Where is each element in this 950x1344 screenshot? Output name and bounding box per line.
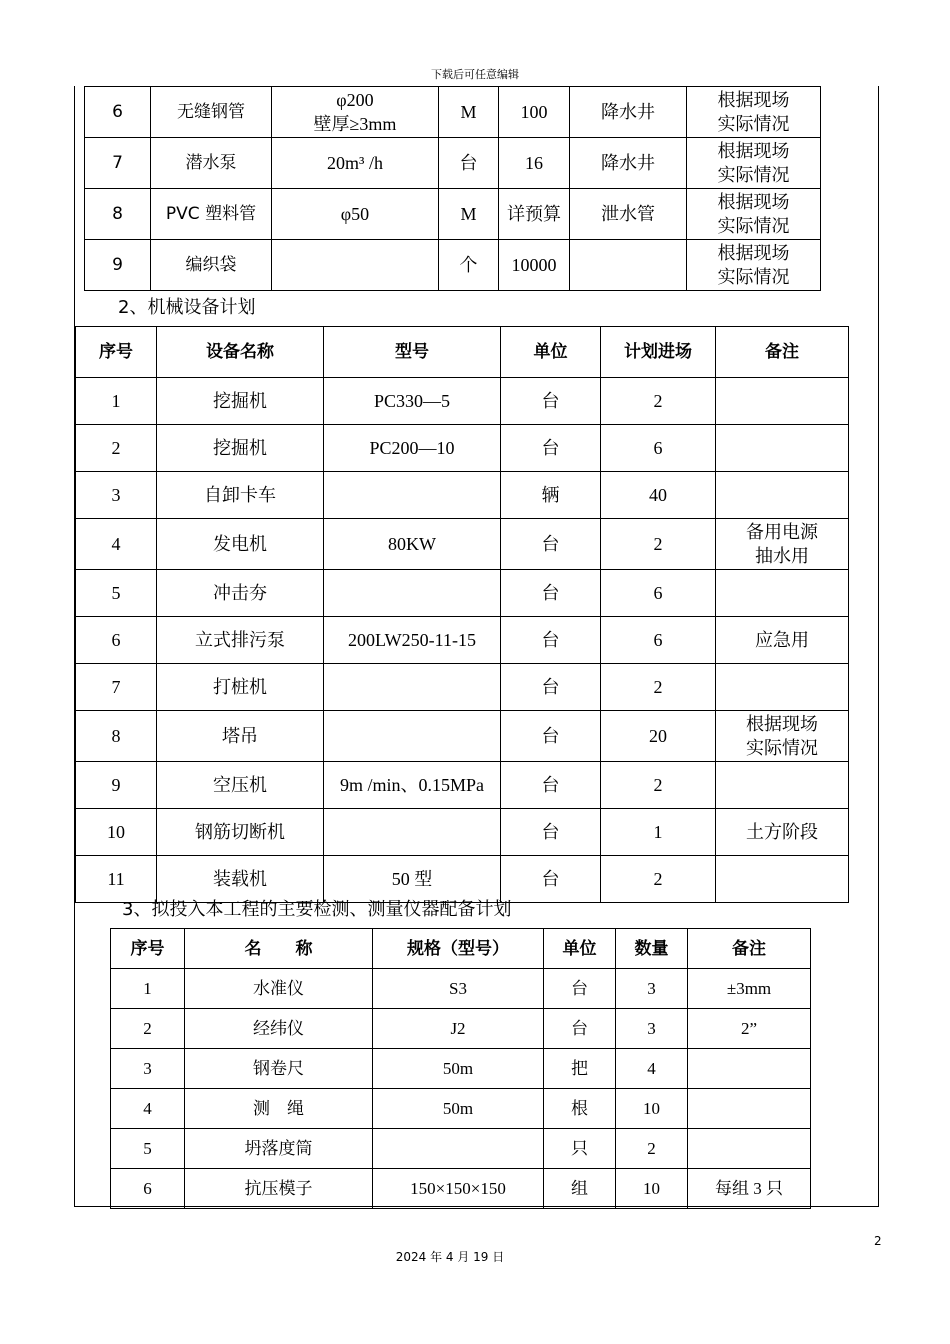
equipment-unit: 台 xyxy=(501,856,601,903)
equipment-model: 80KW xyxy=(324,519,501,570)
material-name: 编织袋 xyxy=(151,240,272,291)
table-row xyxy=(76,472,849,519)
instrument-name: 抗压模子 xyxy=(185,1169,373,1209)
material-unit: M xyxy=(439,189,499,240)
table-row xyxy=(111,969,811,1009)
equipment-remark xyxy=(716,711,849,762)
equipment-remark xyxy=(716,519,849,570)
material-remark-line1: 根据现场 xyxy=(717,192,790,212)
instrument-unit: 台 xyxy=(544,969,616,1009)
equipment-name: 打桩机 xyxy=(157,664,324,711)
equipment-remark: 应急用 xyxy=(716,617,849,664)
equipment-header-remark: 备注 xyxy=(716,327,849,378)
section-3-title: 3、拟投入本工程的主要检测、测量仪器配备计划 xyxy=(122,899,512,920)
instrument-qty: 10 xyxy=(616,1169,688,1209)
instrument-spec: S3 xyxy=(373,969,544,1009)
table-row xyxy=(76,617,849,664)
material-no: 6 xyxy=(85,87,151,138)
instrument-spec: J2 xyxy=(373,1009,544,1049)
equipment-name: 发电机 xyxy=(157,519,324,570)
page-header-note: 下载后可任意编辑 xyxy=(431,68,519,81)
instruments-header-qty: 数量 xyxy=(616,929,688,969)
equipment-remark xyxy=(716,425,849,472)
equipment-name: 自卸卡车 xyxy=(157,472,324,519)
equipment-plan: 2 xyxy=(601,378,716,425)
equipment-unit: 台 xyxy=(501,809,601,856)
instrument-qty: 4 xyxy=(616,1049,688,1089)
instrument-unit: 只 xyxy=(544,1129,616,1169)
equipment-no: 10 xyxy=(76,809,157,856)
equipment-unit: 台 xyxy=(501,378,601,425)
equipment-remark-line2: 实际情况 xyxy=(746,738,818,758)
equipment-remark-line1: 根据现场 xyxy=(746,714,818,734)
instrument-remark: ±3mm xyxy=(688,969,811,1009)
equipment-remark xyxy=(716,664,849,711)
materials-table xyxy=(84,86,821,291)
equipment-model xyxy=(324,664,501,711)
equipment-remark xyxy=(716,472,849,519)
equipment-remark: 土方阶段 xyxy=(716,809,849,856)
instrument-spec: 150×150×150 xyxy=(373,1169,544,1209)
equipment-plan: 2 xyxy=(601,856,716,903)
equipment-table xyxy=(75,326,849,903)
table-row xyxy=(85,138,821,189)
table-row xyxy=(85,189,821,240)
equipment-unit: 台 xyxy=(501,762,601,809)
table-row xyxy=(85,87,821,138)
equipment-remark-line1: 备用电源 xyxy=(746,522,818,542)
table-row xyxy=(76,378,849,425)
equipment-plan: 6 xyxy=(601,617,716,664)
material-name: 无缝钢管 xyxy=(151,87,272,138)
instrument-unit: 组 xyxy=(544,1169,616,1209)
material-remark-line2: 实际情况 xyxy=(717,267,790,287)
equipment-model: PC330—5 xyxy=(324,378,501,425)
material-spec: φ50 xyxy=(272,189,439,240)
equipment-name: 立式排污泵 xyxy=(157,617,324,664)
material-remark-line2: 实际情况 xyxy=(717,216,790,236)
material-no: 9 xyxy=(85,240,151,291)
instrument-name: 坍落度筒 xyxy=(185,1129,373,1169)
equipment-name: 装载机 xyxy=(157,856,324,903)
instrument-no: 6 xyxy=(111,1169,185,1209)
instrument-remark: 每组 3 只 xyxy=(688,1169,811,1209)
table-row xyxy=(76,664,849,711)
equipment-remark-line2: 抽水用 xyxy=(755,546,809,566)
equipment-plan: 6 xyxy=(601,425,716,472)
material-no: 7 xyxy=(85,138,151,189)
material-name: PVC 塑料管 xyxy=(151,189,272,240)
instrument-remark: 2” xyxy=(688,1009,811,1049)
instrument-remark xyxy=(688,1049,811,1089)
equipment-model xyxy=(324,472,501,519)
equipment-no: 3 xyxy=(76,472,157,519)
equipment-no: 6 xyxy=(76,617,157,664)
equipment-no: 8 xyxy=(76,711,157,762)
instrument-qty: 3 xyxy=(616,1009,688,1049)
equipment-name: 冲击夯 xyxy=(157,570,324,617)
instrument-name: 测 绳 xyxy=(185,1089,373,1129)
equipment-model xyxy=(324,809,501,856)
equipment-unit: 台 xyxy=(501,570,601,617)
material-remark-line2: 实际情况 xyxy=(717,114,790,134)
table-row xyxy=(76,519,849,570)
material-name: 潜水泵 xyxy=(151,138,272,189)
equipment-header-plan: 计划进场 xyxy=(601,327,716,378)
material-remark-line2: 实际情况 xyxy=(717,165,790,185)
equipment-name: 塔吊 xyxy=(157,711,324,762)
material-use: 降水井 xyxy=(570,87,687,138)
equipment-plan: 6 xyxy=(601,570,716,617)
equipment-unit: 辆 xyxy=(501,472,601,519)
instrument-spec xyxy=(373,1129,544,1169)
equipment-no: 4 xyxy=(76,519,157,570)
material-remark-line1: 根据现场 xyxy=(717,141,790,161)
equipment-no: 1 xyxy=(76,378,157,425)
equipment-name: 挖掘机 xyxy=(157,378,324,425)
page-number: 2 xyxy=(874,1234,882,1248)
table-row xyxy=(111,1049,811,1089)
material-spec xyxy=(272,240,439,291)
material-spec-line1: φ200 xyxy=(336,90,374,110)
instrument-name: 钢卷尺 xyxy=(185,1049,373,1089)
equipment-no: 9 xyxy=(76,762,157,809)
instrument-no: 2 xyxy=(111,1009,185,1049)
equipment-no: 11 xyxy=(76,856,157,903)
equipment-unit: 台 xyxy=(501,711,601,762)
table-row xyxy=(76,711,849,762)
instrument-unit: 把 xyxy=(544,1049,616,1089)
material-spec xyxy=(272,87,439,138)
material-remark xyxy=(687,240,821,291)
instruments-header-name: 名 称 xyxy=(185,929,373,969)
equipment-name: 空压机 xyxy=(157,762,324,809)
footer-date: 2024 年 4 月 19 日 xyxy=(395,1250,505,1264)
equipment-plan: 2 xyxy=(601,519,716,570)
equipment-unit: 台 xyxy=(501,519,601,570)
equipment-header-no: 序号 xyxy=(76,327,157,378)
material-use: 降水井 xyxy=(570,138,687,189)
instrument-qty: 3 xyxy=(616,969,688,1009)
instrument-spec: 50m xyxy=(373,1049,544,1089)
instrument-no: 3 xyxy=(111,1049,185,1089)
equipment-name: 挖掘机 xyxy=(157,425,324,472)
instruments-header-no: 序号 xyxy=(111,929,185,969)
section-2-title: 2、机械设备计划 xyxy=(118,297,256,318)
material-remark-line1: 根据现场 xyxy=(717,243,790,263)
instruments-header-unit: 单位 xyxy=(544,929,616,969)
instruments-table xyxy=(110,928,811,1209)
instrument-no: 1 xyxy=(111,969,185,1009)
equipment-name: 钢筋切断机 xyxy=(157,809,324,856)
instrument-qty: 10 xyxy=(616,1089,688,1129)
instrument-remark xyxy=(688,1089,811,1129)
instrument-unit: 台 xyxy=(544,1009,616,1049)
material-qty: 10000 xyxy=(499,240,570,291)
equipment-plan: 20 xyxy=(601,711,716,762)
table-row xyxy=(111,1009,811,1049)
equipment-plan: 1 xyxy=(601,809,716,856)
instrument-spec: 50m xyxy=(373,1089,544,1129)
instrument-name: 经纬仪 xyxy=(185,1009,373,1049)
equipment-header-unit: 单位 xyxy=(501,327,601,378)
instrument-unit: 根 xyxy=(544,1089,616,1129)
material-remark xyxy=(687,189,821,240)
material-qty: 16 xyxy=(499,138,570,189)
instrument-no: 4 xyxy=(111,1089,185,1129)
material-no: 8 xyxy=(85,189,151,240)
table-row xyxy=(111,1089,811,1129)
table-row xyxy=(111,1129,811,1169)
material-use: 泄水管 xyxy=(570,189,687,240)
equipment-remark xyxy=(716,856,849,903)
table-row xyxy=(76,570,849,617)
page-frame-right xyxy=(878,86,879,1206)
equipment-plan: 2 xyxy=(601,664,716,711)
instrument-qty: 2 xyxy=(616,1129,688,1169)
table-row xyxy=(76,762,849,809)
instruments-header-spec: 规格（型号） xyxy=(373,929,544,969)
equipment-remark xyxy=(716,762,849,809)
material-use xyxy=(570,240,687,291)
equipment-no: 2 xyxy=(76,425,157,472)
material-unit: 台 xyxy=(439,138,499,189)
equipment-plan: 2 xyxy=(601,762,716,809)
material-remark xyxy=(687,87,821,138)
equipment-model: 50 型 xyxy=(324,856,501,903)
table-row xyxy=(111,1169,811,1209)
equipment-header-model: 型号 xyxy=(324,327,501,378)
instruments-header-row xyxy=(111,929,811,969)
equipment-no: 7 xyxy=(76,664,157,711)
equipment-model: 9m /min、0.15MPa xyxy=(324,762,501,809)
material-spec: 20m³ /h xyxy=(272,138,439,189)
equipment-model xyxy=(324,570,501,617)
equipment-model: PC200—10 xyxy=(324,425,501,472)
equipment-remark xyxy=(716,570,849,617)
equipment-model xyxy=(324,711,501,762)
instrument-remark xyxy=(688,1129,811,1169)
material-spec-line2: 壁厚≥3mm xyxy=(313,114,397,134)
table-row xyxy=(76,425,849,472)
material-unit: M xyxy=(439,87,499,138)
material-qty: 100 xyxy=(499,87,570,138)
equipment-unit: 台 xyxy=(501,664,601,711)
instrument-no: 5 xyxy=(111,1129,185,1169)
equipment-model: 200LW250-11-15 xyxy=(324,617,501,664)
material-qty: 详预算 xyxy=(499,189,570,240)
material-unit: 个 xyxy=(439,240,499,291)
table-row xyxy=(76,809,849,856)
table-row xyxy=(85,240,821,291)
equipment-no: 5 xyxy=(76,570,157,617)
instruments-header-remark: 备注 xyxy=(688,929,811,969)
equipment-header-name: 设备名称 xyxy=(157,327,324,378)
material-remark xyxy=(687,138,821,189)
equipment-unit: 台 xyxy=(501,425,601,472)
equipment-remark xyxy=(716,378,849,425)
material-remark-line1: 根据现场 xyxy=(717,90,790,110)
equipment-plan: 40 xyxy=(601,472,716,519)
equipment-unit: 台 xyxy=(501,617,601,664)
instrument-name: 水准仪 xyxy=(185,969,373,1009)
equipment-header-row xyxy=(76,327,849,378)
